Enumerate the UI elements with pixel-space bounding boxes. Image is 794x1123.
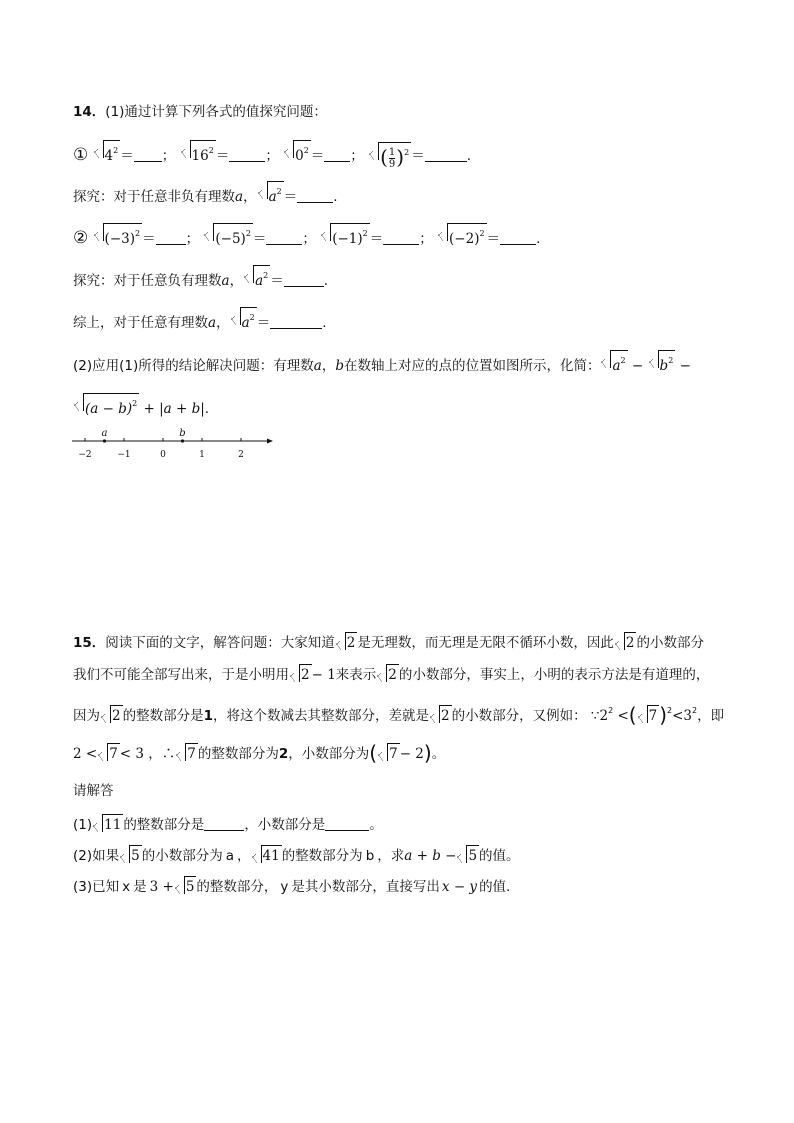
point-a xyxy=(103,439,106,442)
sqrt-7: 7 xyxy=(638,705,660,726)
q15-para3: 因为 2 的整数部分是1，将这个数减去其整数部分，差就是 2 的小数部分，又例如： $\because 2^2$ <( 7 )$^2<3^2$，即 xyxy=(73,703,725,727)
q14-explore2: 探究：对于任意负有理数a， $a^2$ ＝ . xyxy=(73,265,328,291)
sqrt-41: 41 xyxy=(252,845,282,866)
q15-para2: 我们不可能全部写出来，于是小明用 2 − 1来表示 2 的小数部分，事实上，小明的表示方法是有道理的， xyxy=(73,664,709,685)
sqrt-2: 2 xyxy=(336,632,358,653)
circle-one: ① xyxy=(73,145,89,165)
q15-number: 15． xyxy=(73,635,106,651)
q14-row2: ② $(-3)^2$ ＝ ； $(-5)^2$ ＝ ； $(-1)^2$ ＝ ； $(-2)^2$ ＝ . xyxy=(73,223,540,249)
number-line-tick-label: −1 xyxy=(117,450,131,460)
point-b xyxy=(181,439,184,442)
number-line-tick-label: 2 xyxy=(238,450,244,460)
q15-sub3: (3)已知 x 是 3 + 5 的整数部分， y 是其小数部分，直接写出 x − y 的值. xyxy=(73,876,510,897)
sqrt-2: 2 xyxy=(101,705,123,726)
q14-part2-expr: $(a - b)^2 + |a + b|$. xyxy=(73,393,209,419)
number-line xyxy=(68,426,278,460)
answer-blank[interactable] xyxy=(229,147,265,162)
q14-explore1: 探究：对于任意非负有理数a， $a^2$ ＝ . xyxy=(73,181,338,207)
sqrt-neg2-squared: $(-2)^2$ xyxy=(438,223,487,249)
answer-blank[interactable] xyxy=(425,147,467,162)
sqrt-0-squared: $0^2$ xyxy=(284,140,311,166)
sqrt-neg3-squared: $(-3)^2$ xyxy=(94,223,143,249)
answer-blank[interactable] xyxy=(270,314,322,329)
q15-para4: 2 < 7 < 3 ，∴ 7 的整数部分为2，小数部分为( 7 − 2)。 xyxy=(73,741,446,765)
answer-blank[interactable] xyxy=(204,816,244,831)
sqrt-7: 7 xyxy=(98,743,120,764)
answer-blank[interactable] xyxy=(325,816,369,831)
number-line-tick-label: −2 xyxy=(78,450,92,460)
sqrt-one-ninth-squared: ( $\frac{1}{9}$ )$^2$ xyxy=(369,142,411,170)
number-line-tick-label: 0 xyxy=(160,450,166,460)
sqrt-a-minus-b-squared: $(a - b)^2$ xyxy=(74,393,139,419)
answer-blank[interactable] xyxy=(324,147,350,162)
number-line-tick-label: 1 xyxy=(199,450,205,460)
q14-heading xyxy=(73,102,327,122)
q15-para1: 15．阅读下面的文字，解答问题：大家知道 2 是无理数，而无理是无限不循环小数，因此 2 的小数部分 xyxy=(73,632,704,653)
answer-blank[interactable] xyxy=(297,188,333,203)
sqrt-a-squared: $a^2$ xyxy=(231,307,257,333)
sqrt-16-squared: $16^2$ xyxy=(181,140,216,166)
point-b-label: b xyxy=(179,428,186,439)
sqrt-2: 2 xyxy=(290,664,312,685)
sqrt-4-squared: $4^2$ xyxy=(94,140,121,166)
sqrt-neg5-squared: $(-5)^2$ xyxy=(204,223,253,249)
sqrt-7: 7 xyxy=(378,743,400,764)
q14-summary: 综上，对于任意有理数a， $a^2$ ＝ . xyxy=(73,307,327,333)
arrow-right-icon xyxy=(267,439,273,444)
sqrt-a-squared: $a^2$ xyxy=(258,181,284,207)
sqrt-a-squared: $a^2$ xyxy=(601,350,627,376)
q14-row1: ① $4^2$ ＝ ； $16^2$ ＝ ； $0^2$ ＝ ； ( $\frac{1}{9}$ )$^2$ ＝ . xyxy=(73,140,471,170)
q14-part1-label: (1) xyxy=(105,104,125,120)
sqrt-a-squared: $a^2$ xyxy=(244,265,270,291)
q14-part1-intro: 通过计算下列各式的值探究问题： xyxy=(124,104,327,120)
sqrt-11: 11 xyxy=(93,814,123,835)
answer-blank[interactable] xyxy=(383,230,419,245)
q15-sub1: (1) 11 的整数部分是 ，小数部分是 。 xyxy=(73,814,383,835)
answer-blank[interactable] xyxy=(134,147,162,162)
q15-please: 请解答 xyxy=(73,783,114,799)
q14-part2: (2)应用(1)所得的结论解决问题：有理数a，b在数轴上对应的点的位置如图所示，化简： $a^2 - b^2$ − xyxy=(73,350,691,376)
sqrt-neg1-squared: $(-1)^2$ xyxy=(321,223,370,249)
sqrt-2: 2 xyxy=(615,632,637,653)
sqrt-5: 5 xyxy=(175,876,197,897)
answer-blank[interactable] xyxy=(284,272,324,287)
sqrt-5: 5 xyxy=(457,845,479,866)
sqrt-2: 2 xyxy=(430,705,452,726)
sqrt-7: 7 xyxy=(176,743,198,764)
q14-number: 14． xyxy=(73,104,106,120)
answer-blank[interactable] xyxy=(500,230,536,245)
answer-blank[interactable] xyxy=(156,230,186,245)
sqrt-2: 2 xyxy=(377,664,399,685)
answer-blank[interactable] xyxy=(266,230,302,245)
circle-two: ② xyxy=(73,228,89,248)
point-a-label: a xyxy=(101,428,108,439)
sqrt-5: 5 xyxy=(120,845,142,866)
sqrt-b-squared: $b^2$ xyxy=(649,350,676,376)
q15-sub2: (2)如果 5 的小数部分为 a ， 41 的整数部分为 b ，求a + b − 5 的值。 xyxy=(73,845,520,866)
